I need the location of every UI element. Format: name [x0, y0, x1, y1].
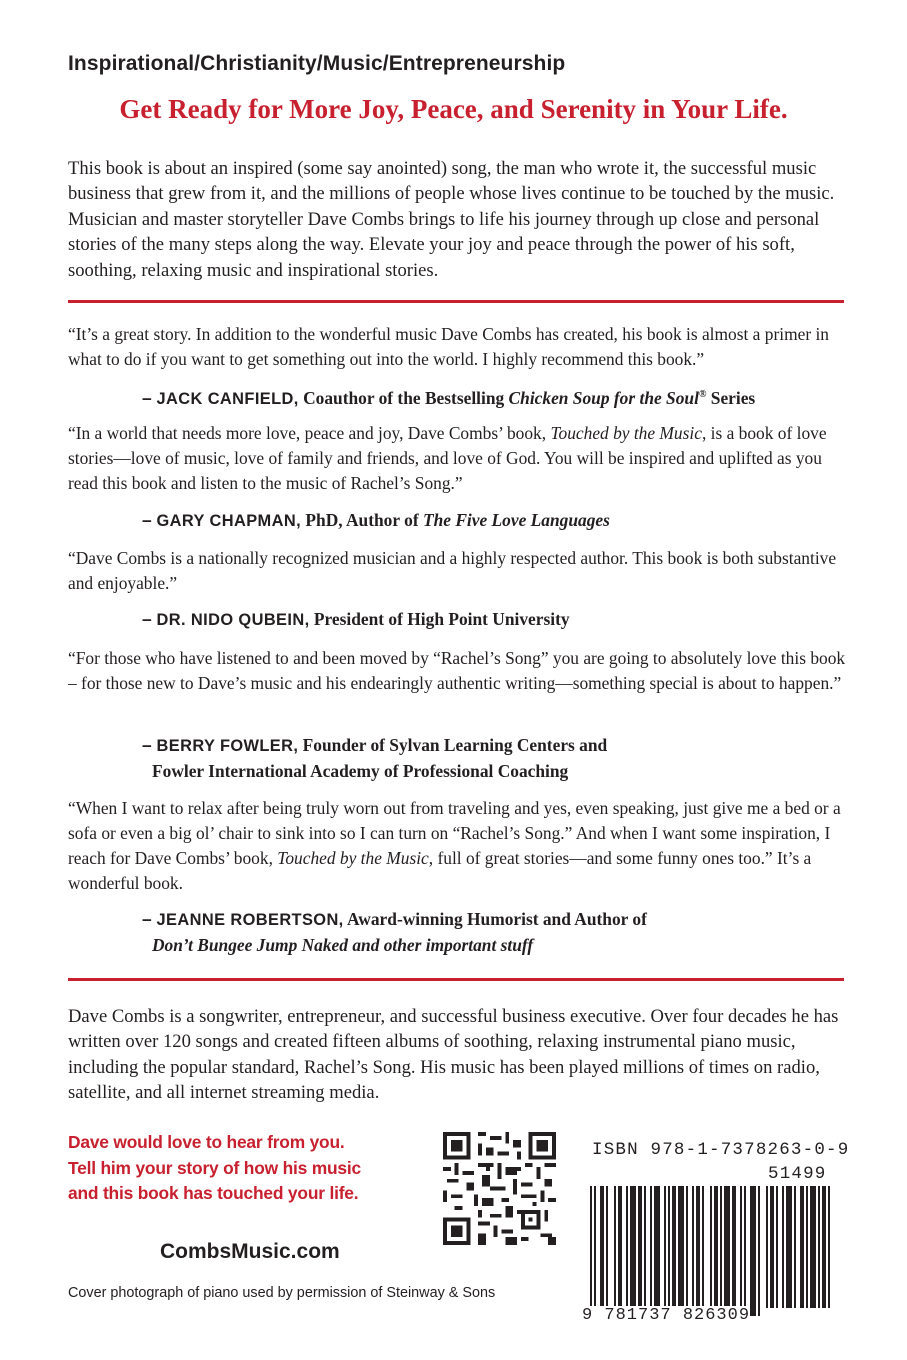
- barcode-bar: [828, 1186, 830, 1308]
- website-link[interactable]: CombsMusic.com: [160, 1240, 340, 1263]
- cta-line: Tell him your story of how his music: [68, 1157, 361, 1178]
- addon-barcode-bars: [766, 1186, 846, 1308]
- author-bio: Dave Combs is a songwriter, entrepreneur, and successful business executive. Over four decades he has written over 120 songs and created fifteen albums of soothing, relaxing instrumental piano music, including the popular standard, Rachel’s Song. His music has been played millions of times on radio, satellite, and all internet streaming media.: [68, 1006, 839, 1104]
- barcode-bar: [770, 1186, 774, 1308]
- barcode-bar: [794, 1186, 796, 1308]
- qr-code-icon: [443, 1132, 556, 1245]
- testimonial-quote: “When I want to relax after being truly worn out from traveling and yes, even speaking, just give me a bed or a sofa or even a big ol’ chair to sink into so I can turn on “Rachel’s Song.” And when I want some inspiration, I reach for Dave Combs’ book, Touched by the Music, full of great stories—and some funny ones too.” It’s a wonderful book.: [68, 798, 841, 893]
- barcode-bar: [822, 1186, 826, 1308]
- testimonial-quote: “It’s a great story. In addition to the wonderful music Dave Combs has created, his book is almost a primer in what to do if you want to get something out into the world. I highly recommend this book.”: [68, 324, 829, 369]
- barcode-bar: [744, 1186, 746, 1316]
- testimonial-quote: “For those who have listened to and been moved by “Rachel’s Song” you are going to absolutely love this book – for those new to Dave’s music and his endearingly authentic writing—something special is about to happen.”: [68, 648, 846, 693]
- barcode-bar: [618, 1186, 622, 1316]
- barcode-bar: [776, 1186, 778, 1308]
- price-code: 51499: [768, 1164, 827, 1184]
- testimonial-attribution: – GARY CHAPMAN, PhD, Author of The Five Love Languages: [142, 510, 610, 530]
- cta-line: Dave would love to hear from you.: [68, 1132, 345, 1152]
- testimonial-attribution: – DR. NIDO QUBEIN, President of High Point University: [142, 609, 570, 629]
- barcode-bar: [786, 1186, 792, 1308]
- ean-barcode-bars: [590, 1186, 760, 1316]
- barcode-bar: [818, 1186, 820, 1308]
- barcode-bar: [724, 1186, 730, 1316]
- call-to-action: [68, 1130, 438, 1207]
- testimonial-attribution: – JACK CANFIELD, Coauthor of the Bestselling Chicken Soup for the Soul® Series: [142, 387, 756, 408]
- barcode-bar: [600, 1186, 604, 1316]
- barcode-bar: [720, 1186, 722, 1316]
- barcode-bar: [702, 1186, 704, 1316]
- barcode-bar: [740, 1186, 742, 1316]
- barcode-bar: [664, 1186, 666, 1316]
- barcode-bar: [810, 1186, 816, 1308]
- barcode-bar: [638, 1186, 642, 1316]
- barcode-bar: [806, 1186, 808, 1308]
- barcode-bar: [590, 1186, 592, 1316]
- headline: Get Ready for More Joy, Peace, and Serenity in Your Life.: [119, 94, 788, 124]
- barcode-bar: [782, 1186, 784, 1308]
- testimonial-attribution: – BERRY FOWLER, Founder of Sylvan Learning Centers and Fowler International Academy of Professional Coaching: [142, 735, 608, 781]
- barcode-bar: [678, 1186, 684, 1316]
- isbn-label: ISBN 978-1-7378263-0-9: [592, 1140, 850, 1160]
- testimonial-quote: “Dave Combs is a nationally recognized musician and a highly respected author. This book is both substantive and enjoyable.”: [68, 548, 837, 593]
- barcode-bar: [696, 1186, 700, 1316]
- barcode-bar: [630, 1186, 636, 1316]
- ean-digits: 9 781737 826309: [582, 1306, 751, 1325]
- divider-bottom: [68, 978, 844, 981]
- barcode-bar: [650, 1186, 652, 1316]
- barcode-bar: [714, 1186, 718, 1316]
- barcode-bar: [750, 1186, 756, 1316]
- barcode-bar: [654, 1186, 660, 1316]
- barcode-bar: [766, 1186, 768, 1308]
- intro-paragraph: This book is about an inspired (some say anointed) song, the man who wrote it, the successful music business that grew from it, and the millions of people whose lives continue to be touched by the music. Musician and master storyteller Dave Combs brings to life his journey through up close and personal stories of the many steps along the way. Elevate your joy and peace through the power of his soft, soothing, relaxing music and inspirational stories.: [68, 158, 835, 281]
- barcode-bar: [606, 1186, 608, 1316]
- testimonial-quote: “In a world that needs more love, peace and joy, Dave Combs’ book, Touched by the Music, is a book of love stories—love of music, love of family and friends, and love of God. You will be inspired and uplifted as you read this book and listen to the music of Rachel’s Song.”: [68, 423, 827, 493]
- barcode-bar: [626, 1186, 628, 1316]
- testimonial-attribution: – JEANNE ROBERTSON, Award-winning Humorist and Author of Don’t Bungee Jump Naked and other important stuff: [142, 909, 647, 955]
- barcode-bar: [644, 1186, 646, 1316]
- barcode-bar: [668, 1186, 670, 1316]
- barcode-bar: [758, 1186, 760, 1316]
- barcode-bar: [710, 1186, 712, 1316]
- category-line: Inspirational/Christianity/Music/Entrepreneurship: [68, 52, 566, 75]
- cta-line: and this book has touched your life.: [68, 1183, 359, 1203]
- barcode-bar: [686, 1186, 688, 1316]
- photo-credit: Cover photograph of piano used by permission of Steinway & Sons: [68, 1285, 496, 1301]
- barcode-bar: [692, 1186, 694, 1316]
- barcode-bar: [594, 1186, 596, 1316]
- barcode-bar: [672, 1186, 676, 1316]
- isbn-barcode: [582, 1138, 852, 1330]
- barcode-bar: [614, 1186, 616, 1316]
- barcode-bar: [732, 1186, 736, 1316]
- divider-top: [68, 300, 844, 303]
- barcode-bar: [800, 1186, 804, 1308]
